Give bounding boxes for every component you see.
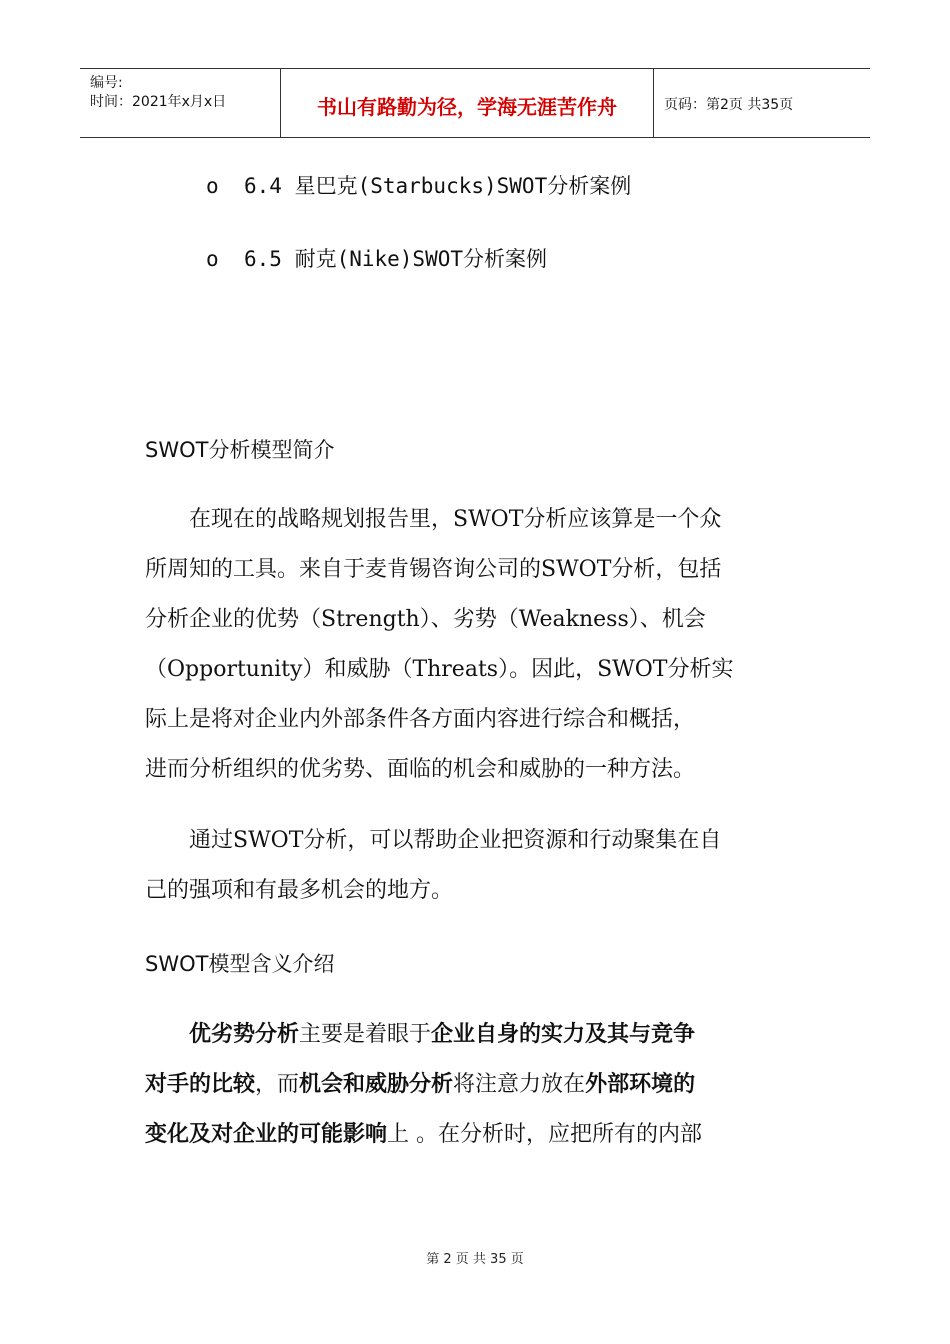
section-title-swot-intro: SWOT分析模型简介 <box>145 438 335 462</box>
text-indent <box>145 1022 189 1047</box>
paragraph-swot-benefit <box>145 816 805 916</box>
paragraph-line: （Opportunity）和威胁（Threats）。因此，SWOT分析实 <box>145 657 734 682</box>
paragraph-line <box>145 1060 805 1110</box>
header-page-cell <box>654 69 870 137</box>
paragraph-line: 通过SWOT分析，可以帮助企业把资源和行动聚集在自 <box>145 828 722 853</box>
header-motto: 书山有路勤为径，学海无涯苦作舟 <box>317 95 617 119</box>
toc-item-1 <box>206 170 631 200</box>
header-time-label: 时间：2021年x月x日 <box>90 94 227 110</box>
paragraph-line: 分析企业的优势（Strength）、劣势（Weakness）、机会 <box>145 607 706 632</box>
header-number-label: 编号: <box>90 75 123 91</box>
toc-item-text: 6.5 耐克(Nike)SWOT分析案例 <box>244 247 548 271</box>
header-page-label: 页码：第2页 共35页 <box>664 97 794 113</box>
bold-text: 机会和威胁分析 <box>299 1072 454 1097</box>
plain-text: ，而 <box>255 1072 300 1097</box>
header-motto-cell <box>281 69 654 137</box>
toc-bullet: o <box>206 247 219 271</box>
toc-item-2 <box>206 243 547 273</box>
bold-text: 企业自身的实力及其与竞争 <box>431 1022 696 1047</box>
page-header <box>80 68 870 138</box>
plain-text: 主要是着眼于 <box>299 1022 432 1047</box>
paragraph-line: 在现在的战略规划报告里，SWOT分析应该算是一个众 <box>145 507 722 532</box>
header-meta <box>80 69 281 137</box>
plain-text: 上 。在分析时，应把所有的内部 <box>387 1122 703 1147</box>
paragraph-line <box>145 1010 805 1060</box>
paragraph-line: 所周知的工具。来自于麦肯锡咨询公司的SWOT分析，包括 <box>145 557 722 582</box>
paragraph-line <box>145 1110 805 1160</box>
toc-item-text: 6.4 星巴克(Starbucks)SWOT分析案例 <box>244 174 632 198</box>
plain-text: 将注意力放在 <box>453 1072 586 1097</box>
paragraph-swot-intro <box>145 495 805 795</box>
toc-bullet: o <box>206 174 219 198</box>
bold-text: 对手的比较 <box>145 1072 256 1097</box>
page-footer: 第 2 页 共 35 页 <box>426 1252 524 1267</box>
bold-text: 优劣势分析 <box>189 1022 300 1047</box>
paragraph-line: 际上是将对企业内外部条件各方面内容进行综合和概括， <box>145 707 696 732</box>
bold-text: 变化及对企业的可能影响 <box>145 1122 388 1147</box>
paragraph-line: 己的强项和有最多机会的地方。 <box>145 878 454 903</box>
paragraph-swot-meaning <box>145 1010 805 1160</box>
bold-text: 外部环境的 <box>585 1072 696 1097</box>
paragraph-line: 进而分析组织的优劣势、面临的机会和威胁的一种方法。 <box>145 757 696 782</box>
section-title-swot-meaning: SWOT模型含义介绍 <box>145 952 335 976</box>
